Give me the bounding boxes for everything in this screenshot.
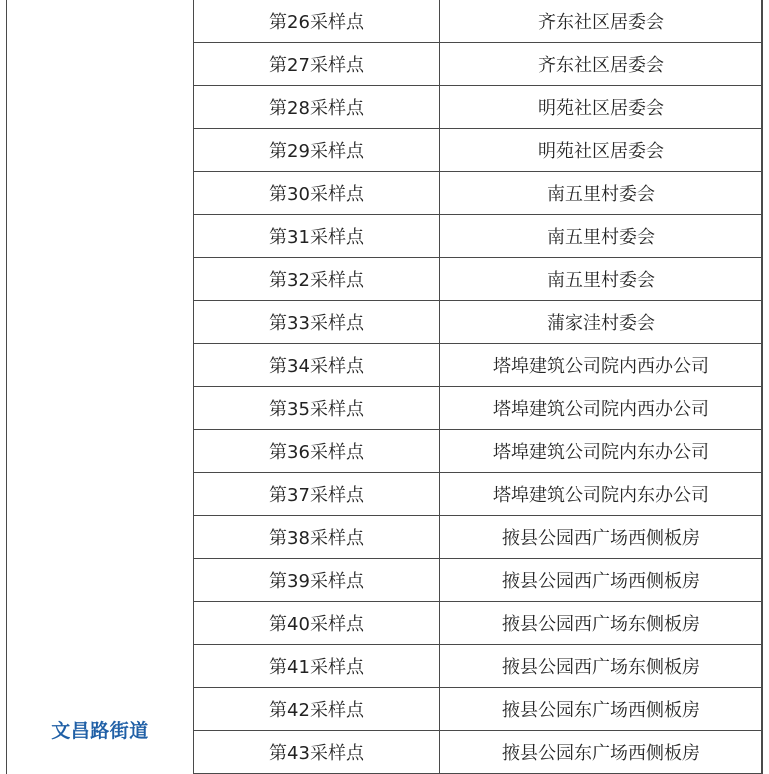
site-location-cell: 蒲家洼村委会 — [440, 301, 763, 344]
site-name-cell: 第40采样点 — [194, 602, 440, 645]
table-row — [194, 43, 763, 86]
site-name-cell: 第38采样点 — [194, 516, 440, 559]
table-row — [194, 688, 763, 731]
site-name-cell: 第41采样点 — [194, 645, 440, 688]
site-location-cell: 塔埠建筑公司院内西办公司 — [440, 344, 763, 387]
table-row — [194, 0, 763, 43]
table-row — [194, 344, 763, 387]
site-name-cell: 第30采样点 — [194, 172, 440, 215]
site-name-cell: 第26采样点 — [194, 0, 440, 43]
site-location-cell: 齐东社区居委会 — [440, 0, 763, 43]
sampling-sites-body — [194, 0, 763, 774]
table-row — [194, 602, 763, 645]
site-location-cell: 齐东社区居委会 — [440, 43, 763, 86]
site-location-cell: 掖县公园西广场东侧板房 — [440, 645, 763, 688]
table-row — [194, 301, 763, 344]
table-row — [194, 731, 763, 774]
site-location-cell: 南五里村委会 — [440, 172, 763, 215]
table-row — [194, 86, 763, 129]
site-name-cell: 第39采样点 — [194, 559, 440, 602]
table-row — [194, 258, 763, 301]
site-location-cell: 塔埠建筑公司院内西办公司 — [440, 387, 763, 430]
site-location-cell: 南五里村委会 — [440, 215, 763, 258]
district-name: 文昌路街道 — [51, 720, 149, 742]
site-name-cell: 第34采样点 — [194, 344, 440, 387]
table-row — [194, 645, 763, 688]
site-location-cell: 掖县公园西广场西侧板房 — [440, 559, 763, 602]
table-row — [194, 215, 763, 258]
site-location-cell: 塔埠建筑公司院内东办公司 — [440, 473, 763, 516]
table-row — [194, 430, 763, 473]
site-name-cell: 第42采样点 — [194, 688, 440, 731]
site-location-cell: 掖县公园西广场东侧板房 — [440, 602, 763, 645]
sampling-sites-table — [193, 0, 763, 774]
table-row — [194, 559, 763, 602]
site-location-cell: 掖县公园东广场西侧板房 — [440, 688, 763, 731]
site-name-cell: 第29采样点 — [194, 129, 440, 172]
site-name-cell: 第33采样点 — [194, 301, 440, 344]
site-name-cell: 第27采样点 — [194, 43, 440, 86]
table-row — [194, 473, 763, 516]
site-name-cell: 第43采样点 — [194, 731, 440, 774]
site-location-cell: 明苑社区居委会 — [440, 86, 763, 129]
site-location-cell: 南五里村委会 — [440, 258, 763, 301]
site-location-cell: 掖县公园东广场西侧板房 — [440, 731, 763, 774]
site-name-cell: 第35采样点 — [194, 387, 440, 430]
site-name-cell: 第31采样点 — [194, 215, 440, 258]
site-name-cell: 第28采样点 — [194, 86, 440, 129]
table-row — [194, 172, 763, 215]
district-cell — [7, 0, 193, 774]
site-location-cell: 掖县公园西广场西侧板房 — [440, 516, 763, 559]
table-row — [194, 387, 763, 430]
site-name-cell: 第36采样点 — [194, 430, 440, 473]
site-name-cell: 第32采样点 — [194, 258, 440, 301]
table-row — [194, 516, 763, 559]
site-location-cell: 塔埠建筑公司院内东办公司 — [440, 430, 763, 473]
site-location-cell: 明苑社区居委会 — [440, 129, 763, 172]
table-row — [194, 129, 763, 172]
site-name-cell: 第37采样点 — [194, 473, 440, 516]
